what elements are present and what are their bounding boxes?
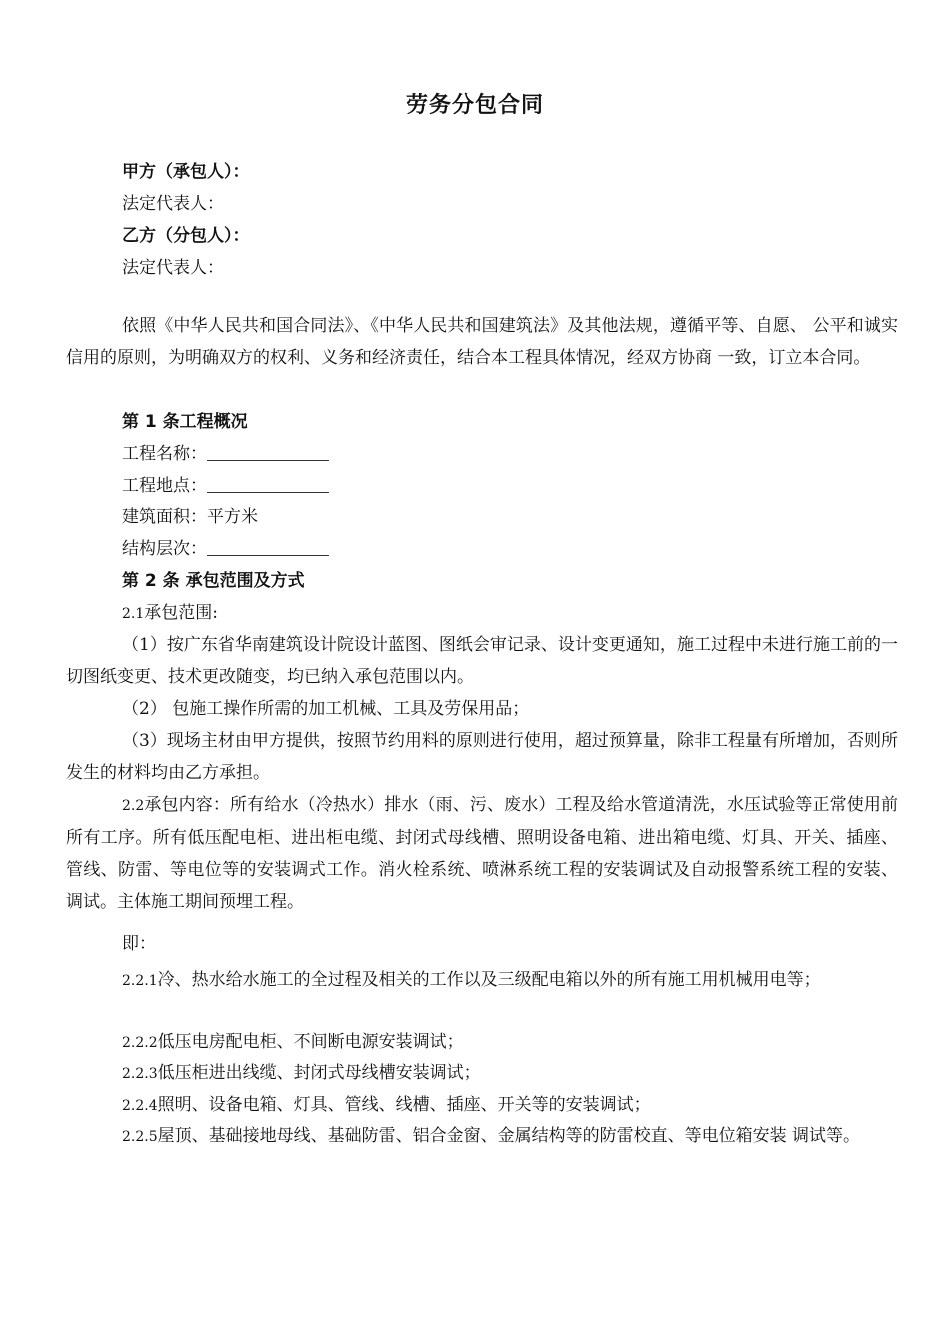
content-number: 2.2 [122,798,145,814]
scope-label: 承包范围: [144,603,218,623]
project-name-blank [207,444,329,461]
sub-item-5 [66,1120,898,1153]
namely-label: 即： [122,934,156,954]
sub-item-4-number: 2.2.4 [122,1098,158,1114]
party-b-label: 乙方（分包人）： [122,226,250,246]
building-area-label: 建筑面积：平方米 [122,507,258,527]
sub-item-5-number: 2.2.5 [122,1129,158,1145]
document-title: 劳务分包合同 [405,93,544,118]
project-name-row [122,438,329,470]
structure-row [122,533,329,565]
party-b-rep-label: 法定代表人： [122,258,224,278]
scope-item-3: （3）现场主材由甲方提供，按照节约用料的原则进行使用，超过预算量，除非工程量有所增加，否则所发生的材料均由乙方承担。 [66,731,898,783]
scope-row [122,597,218,630]
sub-item-2 [66,1026,898,1059]
article1-heading: 第 1 条工程概况 [122,412,248,432]
structure-label: 结构层次： [122,539,207,559]
sub-item-4 [66,1089,898,1122]
scope-number: 2.1 [122,606,145,622]
sub-item-5-text: 屋顶、基础接地母线、基础防雷、铝合金窗、金属结构等的防雷校直、等电位箱安装 调试等。 [157,1126,861,1146]
scope-item-1: （1）按广东省华南建筑设计院设计蓝图、图纸会审记录、设计变更通知，施工过程中未进行施工前的一切图纸变更、技术更改随变，均已纳入承包范围以内。 [66,635,898,687]
content-paragraph [66,789,898,918]
sub-item-3-text: 低压柜进出线缆、封闭式母线槽安装调试； [157,1063,481,1083]
project-name-label: 工程名称： [122,444,207,464]
article2-heading: 第 2 条 承包范围及方式 [122,571,305,591]
sub-item-1 [66,964,898,997]
preamble-paragraph: 依照《中华人民共和国合同法》、《中华人民共和国建筑法》及其他法规，遵循平等、自愿、 公平和诚实信用的原则，为明确双方的权利、义务和经济责任，结合本工程具体情况，经双方协商 一致，订立本合同。 [66,316,898,368]
scope-item-2: （2） 包施工操作所需的加工机械、工具及劳保用品； [122,699,530,719]
project-location-blank [207,476,329,493]
sub-item-1-text: 冷、热水给水施工的全过程及相关的工作以及三级配电箱以外的所有施工用机械用电等； [157,970,821,990]
party-a-label: 甲方（承包人）： [122,162,250,182]
sub-item-3 [66,1057,898,1090]
sub-item-4-text: 照明、设备电箱、灯具、管线、线槽、插座、开关等的安装调试； [157,1095,651,1115]
project-location-label: 工程地点： [122,476,207,496]
sub-item-1-number: 2.2.1 [122,973,158,989]
structure-blank [207,539,329,556]
project-location-row [122,470,329,502]
sub-item-3-number: 2.2.3 [122,1066,158,1082]
party-a-rep-label: 法定代表人： [122,194,224,214]
content-text: 承包内容：所有给水（冷热水）排水（雨、污、废水）工程及给水管道清洗，水压试验等正常使用前所有工序。所有低压配电柜、进出柜电缆、封闭式母线槽、照明设备电箱、进出箱电缆、灯具、开关、插座、管线、防雷、等电位等的安装调式工作。消火栓系统、喷淋系统工程的安装调试及自动报警系统工程的安装、调试。主体施工期间预埋工程。 [66,795,898,912]
sub-item-2-number: 2.2.2 [122,1035,158,1051]
sub-item-2-text: 低压电房配电柜、不间断电源安装调试； [157,1032,464,1052]
